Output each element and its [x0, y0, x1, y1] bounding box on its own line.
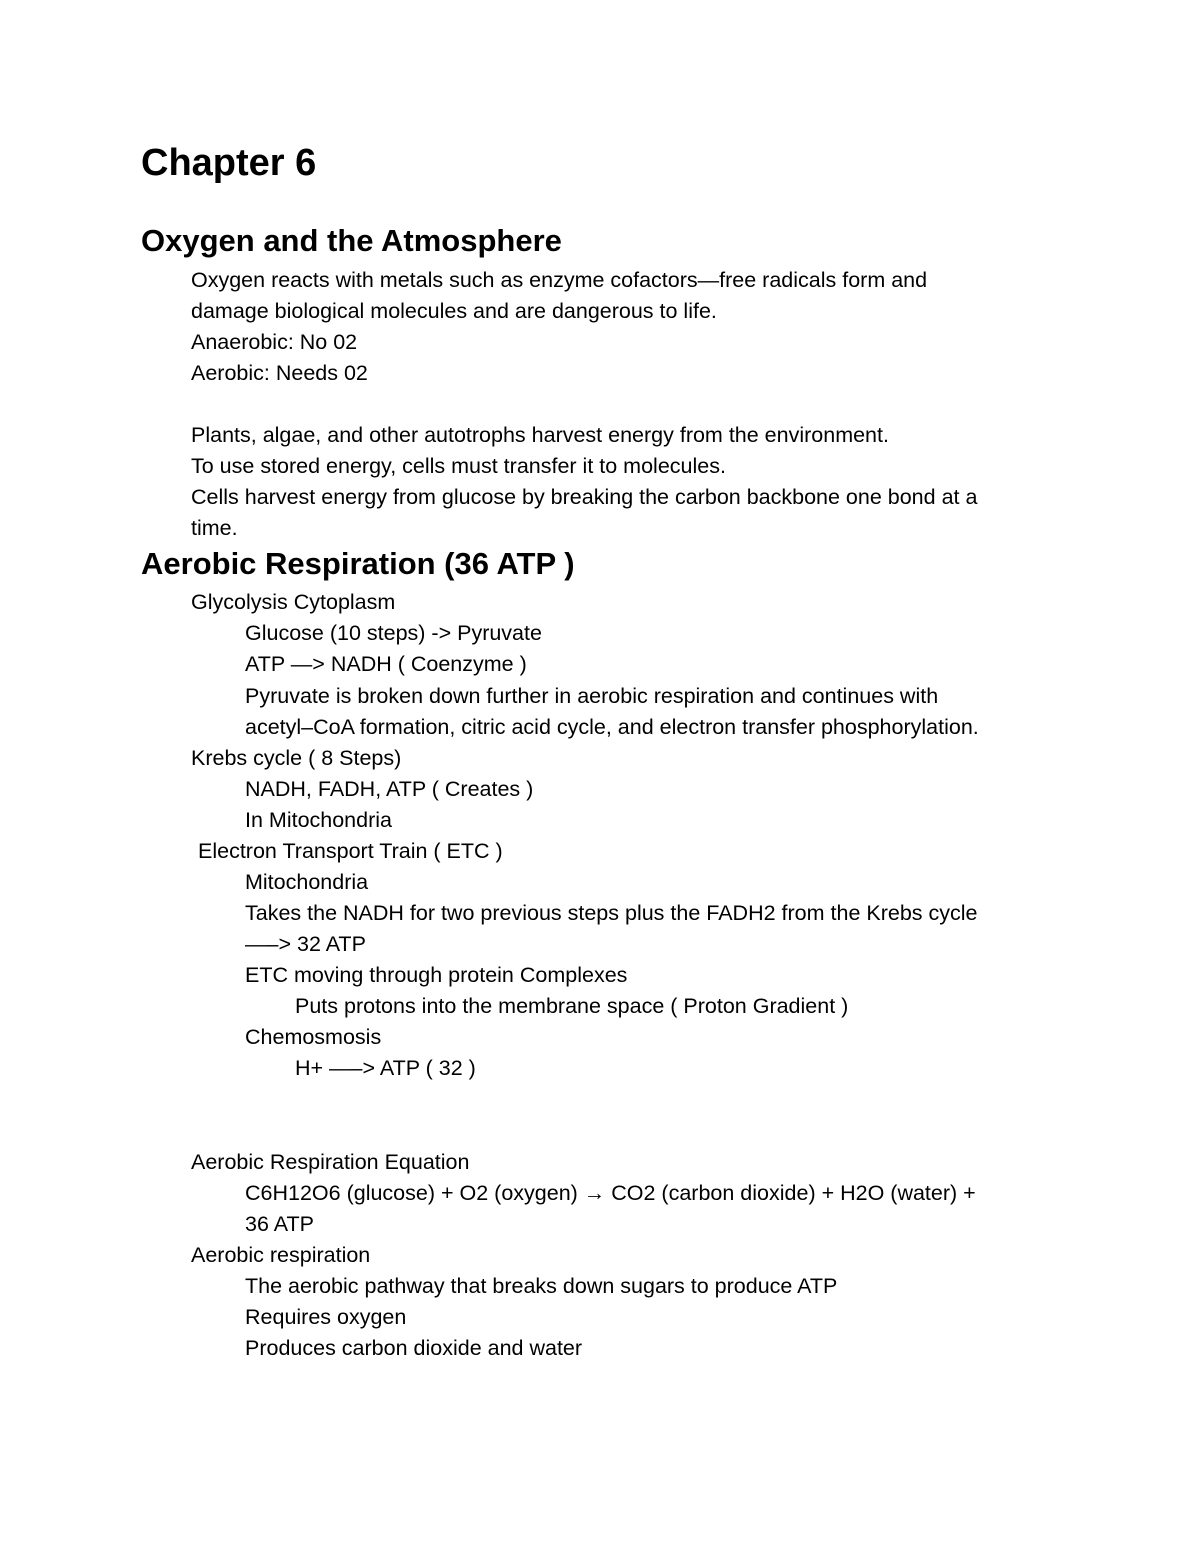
text-line: Requires oxygen	[245, 1305, 407, 1329]
text-line: C6H12O6 (glucose) + O2 (oxygen) → CO2 (carbon dioxide) + H2O (water) +	[245, 1181, 976, 1205]
text-line: Electron Transport Train ( ETC )	[198, 839, 503, 863]
text-line: time.	[191, 516, 238, 540]
text-line: Glucose (10 steps) -> Pyruvate	[245, 621, 542, 645]
text-line: Pyruvate is broken down further in aerobic respiration and continues with	[245, 684, 939, 708]
text-line: NADH, FADH, ATP ( Creates )	[245, 777, 534, 801]
text-line: —–> 32 ATP	[245, 932, 366, 956]
text-line: Takes the NADH for two previous steps plus the FADH2 from the Krebs cycle	[245, 901, 978, 925]
text-line: Krebs cycle ( 8 Steps)	[191, 746, 402, 770]
text-line: Aerobic respiration	[191, 1243, 371, 1267]
text-line: Produces carbon dioxide and water	[245, 1336, 583, 1360]
text-line: ATP —> NADH ( Coenzyme )	[245, 652, 527, 676]
text-line: To use stored energy, cells must transfer it to molecules.	[191, 454, 726, 478]
section-heading-oxygen: Oxygen and the Atmosphere	[141, 223, 562, 258]
text-line: Puts protons into the membrane space ( Proton Gradient )	[295, 994, 849, 1018]
text-line: Aerobic Respiration Equation	[191, 1150, 470, 1174]
text-line: damage biological molecules and are dangerous to life.	[191, 299, 717, 323]
text-line: acetyl–CoA formation, citric acid cycle, and electron transfer phosphorylation.	[245, 715, 979, 739]
text-line: The aerobic pathway that breaks down sugars to produce ATP	[245, 1274, 838, 1298]
chapter-title: Chapter 6	[141, 142, 317, 184]
text-line: Mitochondria	[245, 870, 369, 894]
text-line: H+ —–> ATP ( 32 )	[295, 1056, 476, 1080]
text-line: In Mitochondria	[245, 808, 392, 832]
text-line: ETC moving through protein Complexes	[245, 963, 628, 987]
text-line: Glycolysis Cytoplasm	[191, 590, 396, 614]
text-line: Chemosmosis	[245, 1025, 382, 1049]
text-line: Aerobic: Needs 02	[191, 361, 368, 385]
text-line: Oxygen reacts with metals such as enzyme cofactors—free radicals form and	[191, 268, 928, 292]
text-line: Plants, algae, and other autotrophs harvest energy from the environment.	[191, 423, 889, 447]
section-heading-aerobic-respiration: Aerobic Respiration (36 ATP )	[141, 546, 575, 581]
text-line: Cells harvest energy from glucose by breaking the carbon backbone one bond at a	[191, 485, 978, 509]
text-line: Anaerobic: No 02	[191, 330, 358, 354]
text-line: 36 ATP	[245, 1212, 314, 1236]
